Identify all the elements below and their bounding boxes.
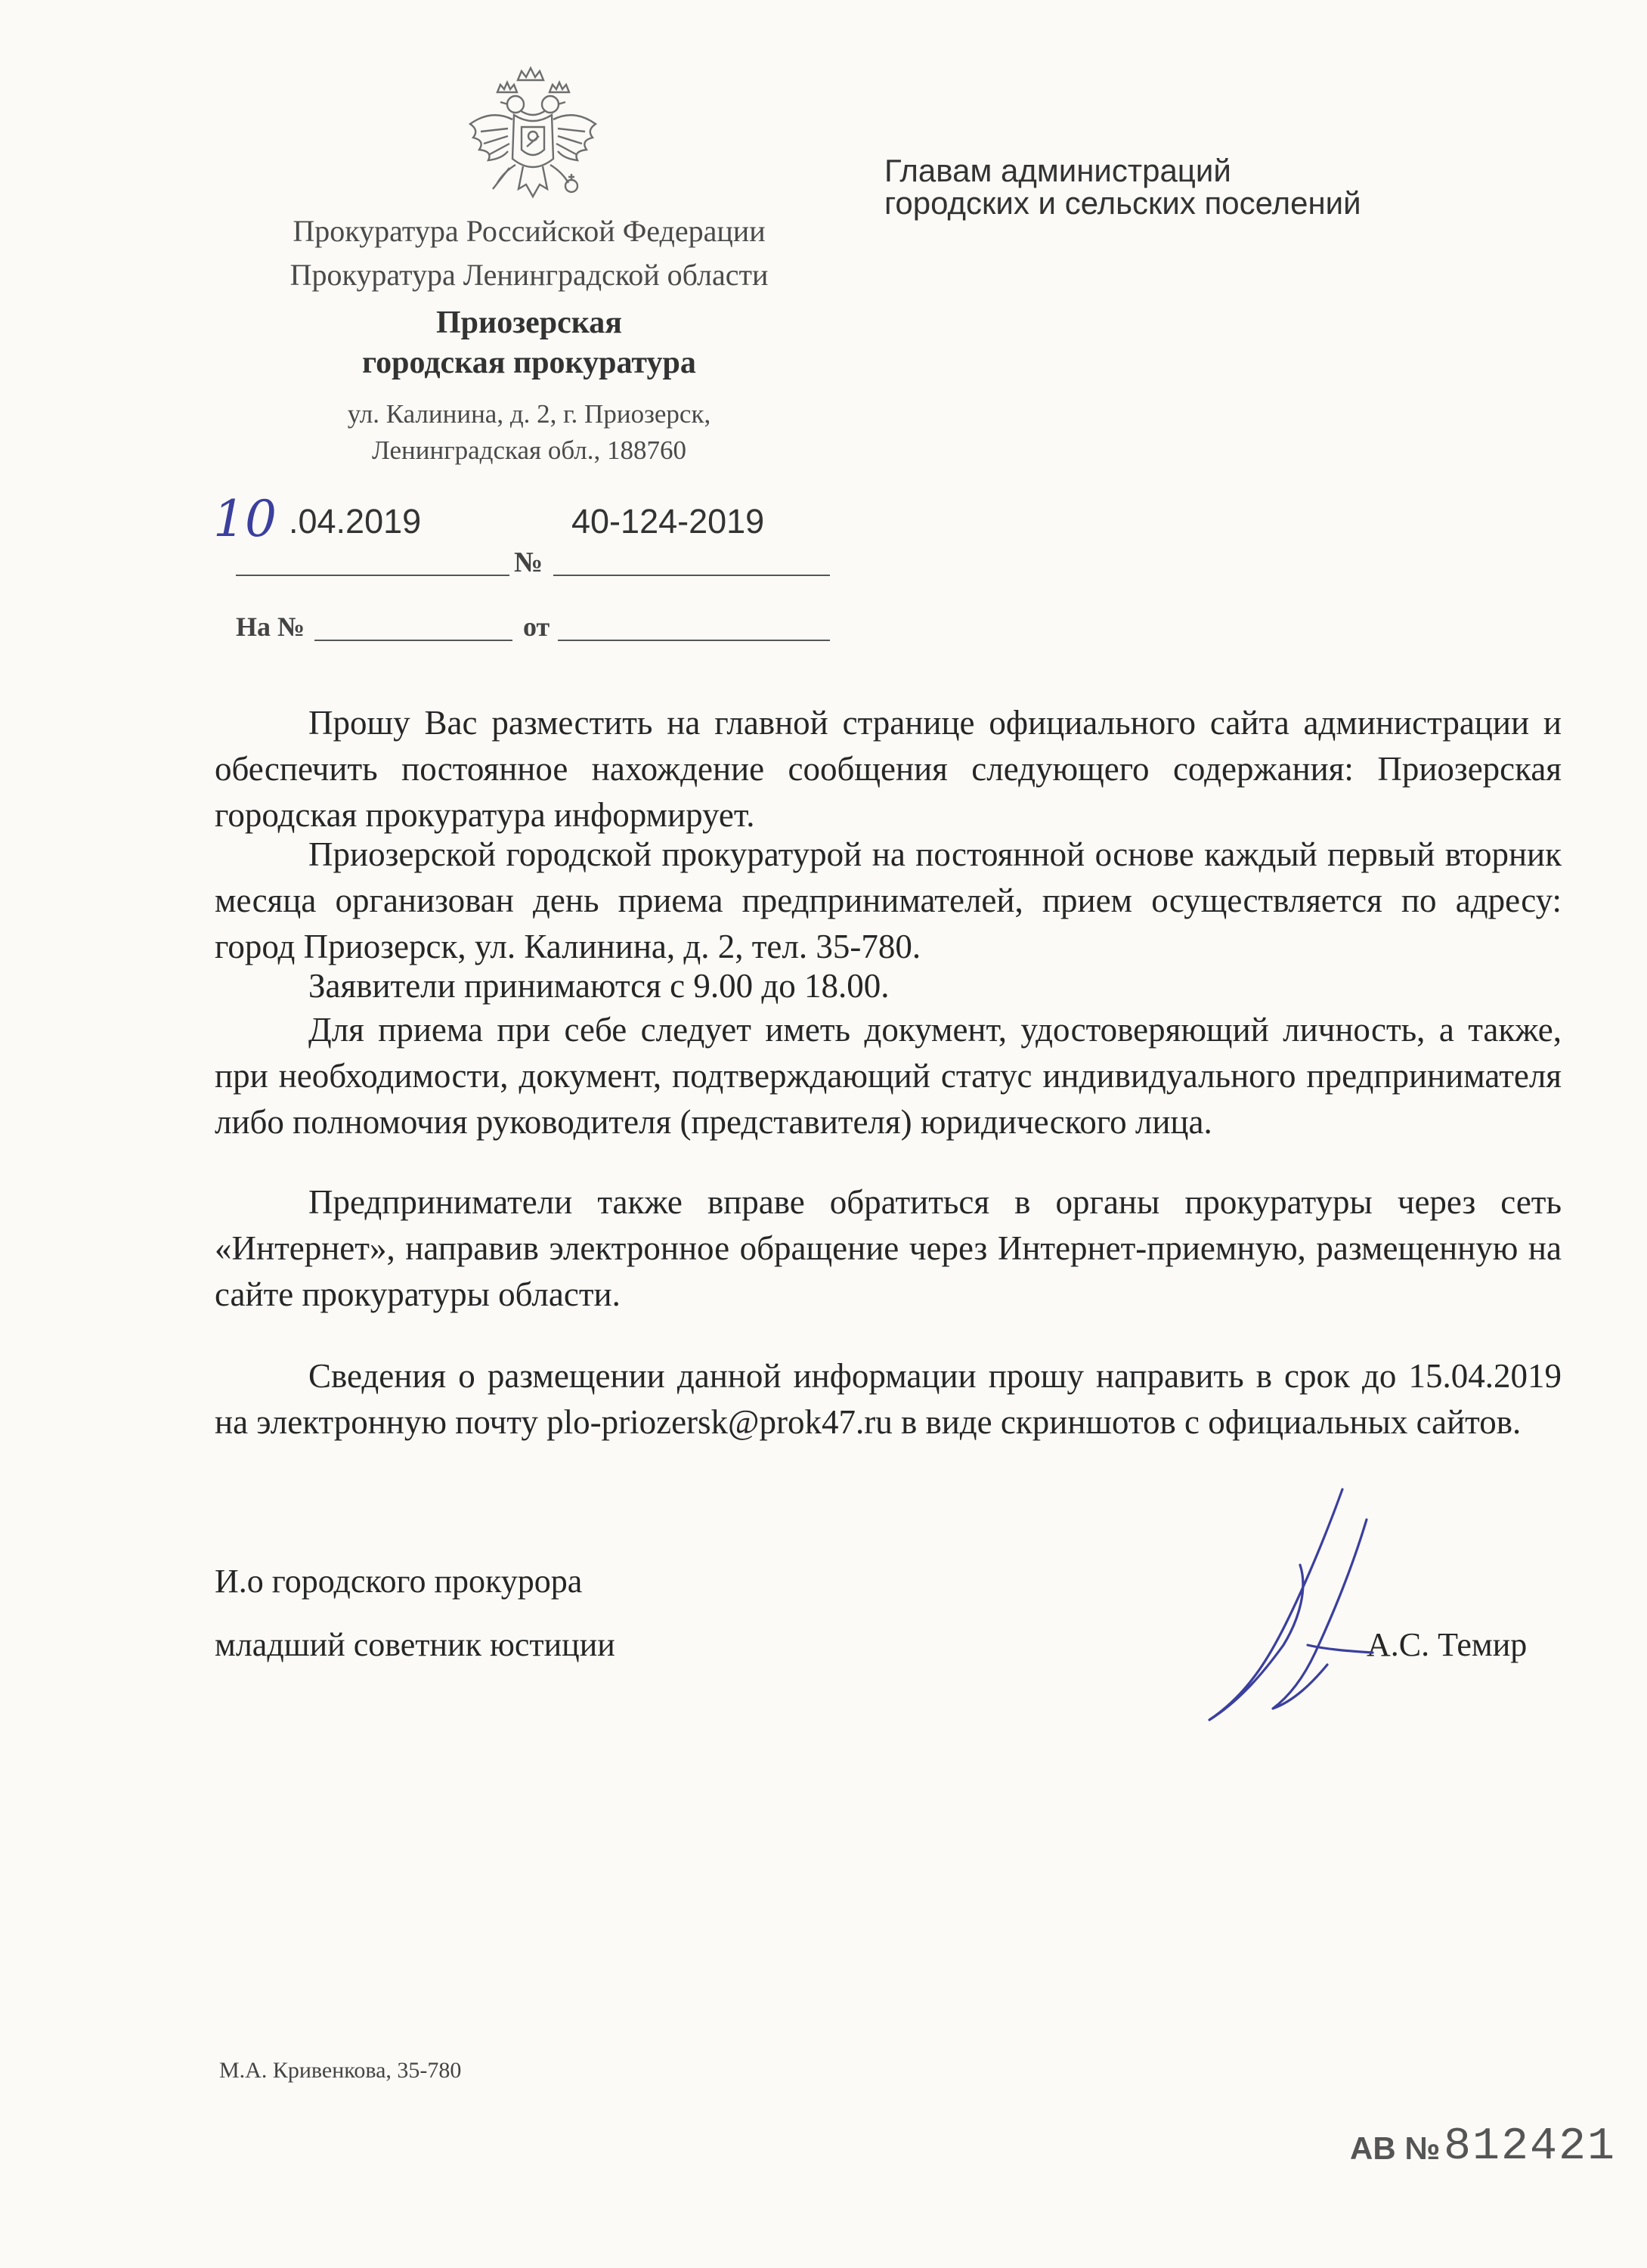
- letter-date: .04.2019: [289, 502, 422, 541]
- addressee-line2: городских и сельских поселений: [884, 185, 1361, 221]
- executor-contact: М.А. Кривенкова, 35-780: [219, 2058, 462, 2083]
- office-address-line2: Ленинградская обл., 188760: [372, 435, 686, 465]
- reference-number-line: [314, 640, 512, 641]
- office-name-line1: Приозерская: [435, 305, 623, 340]
- signatory-position-line2: младший советник юстиции: [215, 1626, 615, 1663]
- office-address-line1: ул. Калинина, д. 2, г. Приозерск,: [347, 399, 711, 429]
- body-paragraph: Прошу Вас разместить на главной странице официального сайта администрации и обеспечить постоянное нахождение сообщения следующего содержания: Приозерская городская прокуратура информирует.: [215, 704, 1562, 834]
- reference-from-label: от: [523, 612, 550, 642]
- handwritten-signature-icon: [1194, 1474, 1376, 1731]
- body-paragraph: Приозерской городской прокуратурой на постоянной основе каждый первый вторник месяца организован день приема предпринимателей, прием осуществляется по адресу: город Приозерск, ул. Калинина, д. 2, тел. 35-780.: [215, 835, 1562, 965]
- body-paragraph: Сведения о размещении данной информации прошу направить в срок до 15.04.2019 на электронную почту plo-priozersk@prok47.ru в виде скриншотов с официальных сайтов.: [215, 1357, 1562, 1441]
- letter-number: 40-124-2019: [571, 502, 765, 541]
- coat-of-arms-icon: [463, 62, 603, 210]
- office-name-line2: городская прокуратура: [362, 345, 696, 380]
- body-paragraph: Предприниматели также вправе обратиться в органы прокуратуры через сеть «Интернет», направив электронное обращение через Интернет-приемную, размещенную на сайте прокуратуры области.: [215, 1183, 1562, 1313]
- form-series-label: АВ №: [1350, 2130, 1441, 2166]
- org-line-region: Прокуратура Ленинградской области: [289, 258, 769, 292]
- number-field-line: [553, 575, 830, 576]
- number-label: №: [514, 547, 543, 578]
- date-field-line: [236, 575, 509, 576]
- reference-number-label: На №: [236, 612, 305, 642]
- handwritten-date-day: 10: [213, 490, 277, 548]
- body-paragraph: Для приема при себе следует иметь документ, удостоверяющий личность, а также, при необходимости, документ, подтверждающий статус индивидуального предпринимателя либо полномочия руководителя (представителя) юридического лица.: [215, 1011, 1562, 1141]
- form-serial-number: 812421: [1444, 2121, 1617, 2173]
- signatory-name: А.С. Темир: [1367, 1626, 1528, 1663]
- signatory-position-line1: И.о городского прокурора: [215, 1563, 583, 1600]
- body-paragraph: Заявители принимаются с 9.00 до 18.00.: [308, 967, 890, 1005]
- reference-date-line: [558, 640, 830, 641]
- addressee-line1: Главам администраций: [884, 153, 1231, 188]
- org-line-federation: Прокуратура Российской Федерации: [293, 214, 766, 248]
